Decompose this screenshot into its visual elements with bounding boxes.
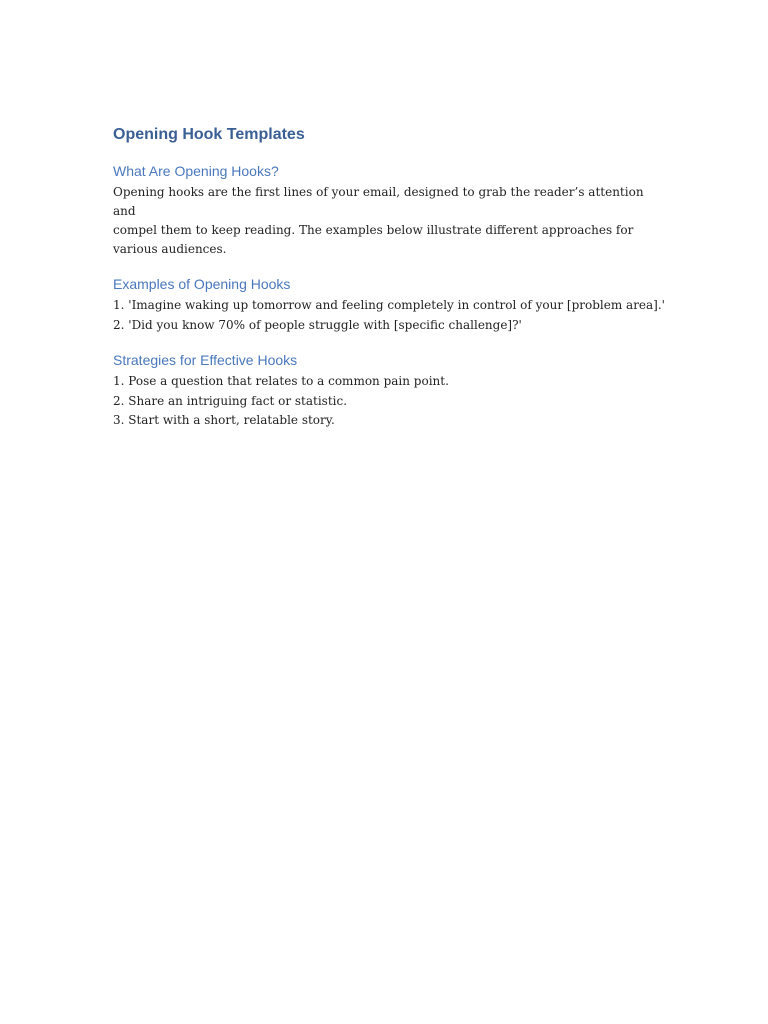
intro-line-3: various audiences.: [113, 242, 227, 256]
list-item: 1. 'Imagine waking up tomorrow and feeling completely in control of your [problem area].': [113, 298, 665, 312]
section-heading-strategies: Strategies for Effective Hooks: [113, 352, 298, 368]
intro-line-2: compel them to keep reading. The examples below illustrate different approaches for: [113, 223, 634, 237]
strategies-list: [113, 372, 658, 431]
list-item: 2. Share an intriguing fact or statistic.: [113, 393, 348, 408]
document-title: Opening Hook Templates: [113, 126, 305, 143]
intro-paragraph: [113, 183, 658, 259]
list-item: 3. Start with a short, relatable story.: [113, 413, 335, 427]
intro-line-1: Opening hooks are the first lines of your email, designed to grab the reader’s attention and: [113, 185, 644, 218]
document-page: [113, 124, 665, 431]
section-heading-examples: Examples of Opening Hooks: [113, 276, 291, 292]
list-item: 1. Pose a question that relates to a common pain point.: [113, 374, 449, 388]
examples-list: [113, 296, 665, 335]
list-item: 2. 'Did you know 70% of people struggle with [specific challenge]?': [113, 317, 522, 332]
section-heading-what: What Are Opening Hooks?: [113, 163, 279, 179]
